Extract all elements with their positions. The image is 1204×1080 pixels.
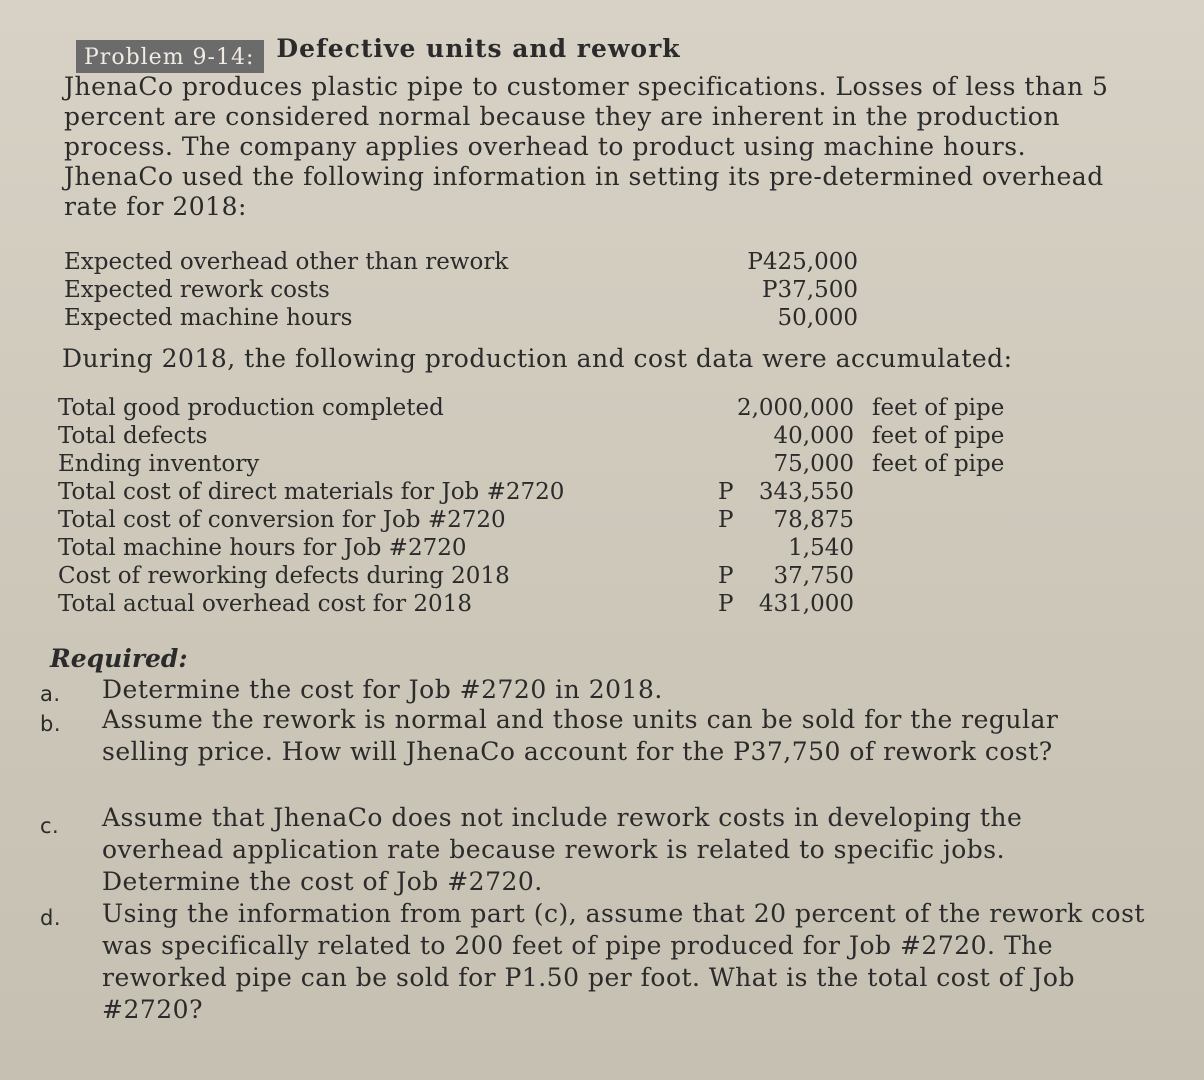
requirement-letter: c. [40,814,60,838]
table-row [58,590,1058,618]
row-value: 1,540 [788,535,854,561]
requirement-item [40,898,1150,1026]
requirement-item [40,674,1150,706]
problem-intro-paragraph: JhenaCo produces plastic pipe to customer specifications. Losses of less than 5 percent are considered normal because they are inherent in the production process. The company applies overhead to product using machine hours. JhenaCo used the following information in setting its pre-determined overhead rate for 2018: [64,72,1109,221]
actual-data-table [58,394,1058,618]
row-label: Total machine hours for Job #2720 [58,535,467,561]
row-value: 50,000 [777,305,858,331]
table-row [58,422,1058,450]
requirement-letter: b. [40,712,62,736]
problem-number-badge: Problem 9-14: [76,40,264,73]
row-unit: feet of pipe [872,451,1005,477]
row-value: P425,000 [747,249,858,275]
requirement-text: Assume that JhenaCo does not include rework costs in developing the overhead application rate because rework is related to specific jobs. Determine the cost of Job #2720. [102,803,1023,896]
row-label: Total cost of conversion for Job #2720 [58,507,506,533]
row-currency: P [718,479,734,505]
requirement-text: Using the information from part (c), assume that 20 percent of the rework cost was specifically related to 200 feet of pipe produced for Job #2720. The reworked pipe can be sold for P1.50 per foot. What is the total cost of Job #2720? [102,899,1145,1024]
row-label: Total actual overhead cost for 2018 [58,591,472,617]
table-row [64,276,864,304]
requirement-item [40,802,1150,898]
row-label: Expected machine hours [64,305,353,331]
table-row [58,450,1058,478]
row-label: Cost of reworking defects during 2018 [58,563,510,589]
table-row [58,506,1058,534]
row-currency: P [718,563,734,589]
requirement-text: Assume the rework is normal and those units can be sold for the regular selling price. How will JhenaCo account for the P37,750 of rework cost? [102,705,1059,766]
problem-header [76,24,681,73]
requirement-item [40,704,1150,768]
row-value: 343,550 [758,479,854,505]
row-label: Total defects [58,423,208,449]
requirement-letter: a. [40,682,61,706]
row-currency: P [718,591,734,617]
table-row [64,304,864,332]
row-label: Ending inventory [58,451,260,477]
row-value: 78,875 [773,507,854,533]
row-label: Total good production completed [58,395,444,421]
expected-data-table [64,248,864,332]
required-heading: Required: [50,644,188,673]
table-row [64,248,864,276]
data-intro-sentence: During 2018, the following production and cost data were accumulated: [62,344,1013,373]
row-value: P37,500 [762,277,858,303]
row-unit: feet of pipe [872,423,1005,449]
table-row [58,478,1058,506]
row-value: 37,750 [773,563,854,589]
row-currency: P [718,507,734,533]
table-row [58,394,1058,422]
row-value: 40,000 [773,423,854,449]
problem-title: Defective units and rework [276,34,681,63]
row-unit: feet of pipe [872,395,1005,421]
table-row [58,534,1058,562]
table-row [58,562,1058,590]
row-label: Expected overhead other than rework [64,249,509,275]
requirement-letter: d. [40,906,62,930]
row-value: 75,000 [773,451,854,477]
row-label: Total cost of direct materials for Job #2720 [58,479,565,505]
row-value: 2,000,000 [736,395,854,421]
row-value: 431,000 [758,591,854,617]
row-label: Expected rework costs [64,277,330,303]
requirement-text: Determine the cost for Job #2720 in 2018. [102,675,663,704]
